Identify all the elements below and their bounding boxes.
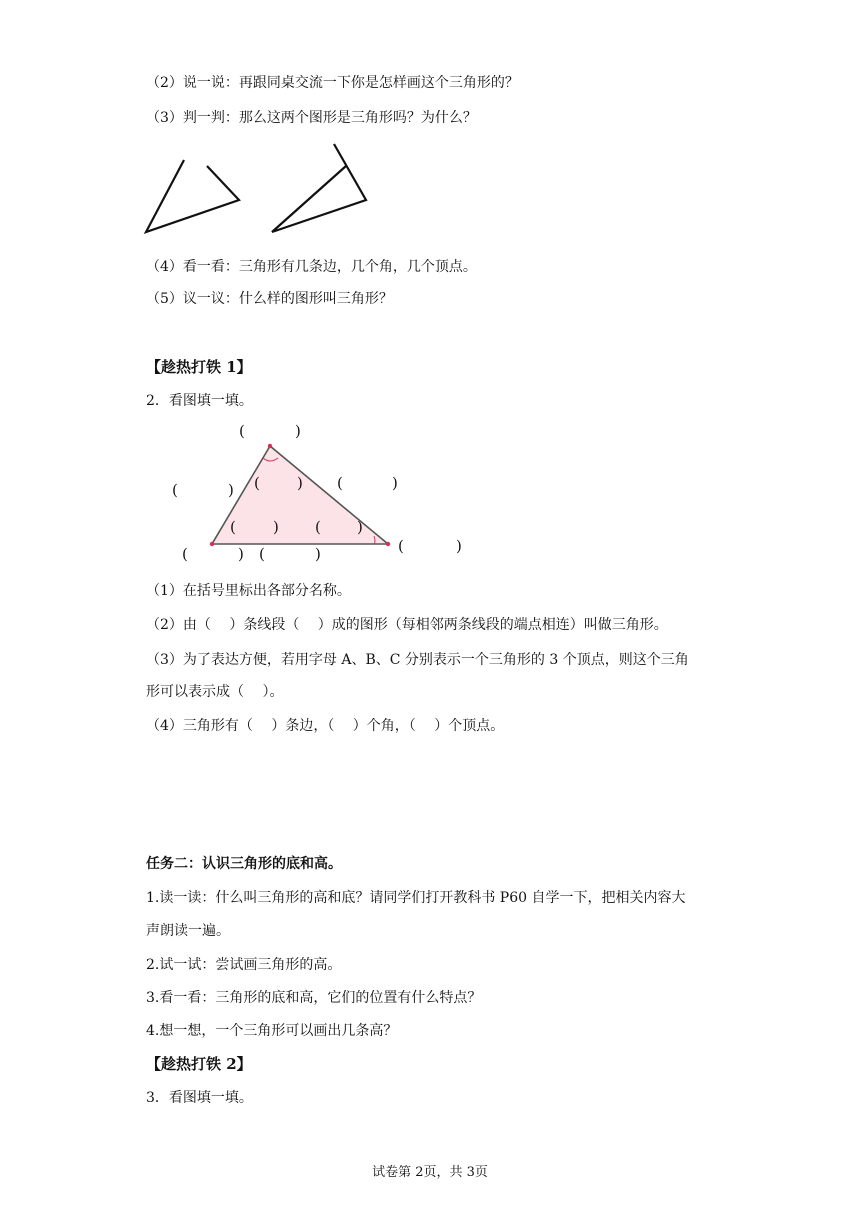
task-2-item-2: 2.试一试：尝试画三角形的高。 [146,957,342,973]
blank-paren-open: ( [337,474,343,492]
task-2-item-1-line-2: 声朗读一遍。 [146,923,230,939]
blank-paren-close: ) [228,481,234,499]
text-line-discuss: （2）说一说：再跟同桌交流一下你是怎样画这个三角形的？ [146,75,519,91]
blank-paren-open: ( [230,518,236,536]
page-footer: 试卷第 2页，共 3页 [372,1165,488,1180]
blank-paren-close: ) [456,537,462,555]
vertex-right [386,542,390,546]
blank-paren-close: ) [392,474,398,492]
vertex-left [210,542,214,546]
sub-question-1: （1）在括号里标出各部分名称。 [146,583,351,599]
blank-paren-open: ( [239,422,245,440]
vertex-top [268,444,272,448]
blank-paren-close: ) [295,422,301,440]
task-2-item-4: 4.想一想，一个三角形可以画出几条高？ [146,1023,398,1039]
task-2-item-1-line-1: 1.读一读：什么叫三角形的高和底？请同学们打开教科书 P60 自学一下，把相关内容大 [146,890,686,906]
sub-question-3-line-1: （3）为了表达方便，若用字母 A、B、C 分别表示一个三角形的 3 个顶点，则这个三角 [146,652,689,668]
text-line-judge: （3）判一判：那么这两个图形是三角形吗？为什么？ [146,110,477,126]
section-heading-practice-1: 【趁热打铁 1】 [146,358,252,376]
blank-paren-open: ( [182,545,188,563]
blank-paren-close: ) [273,518,279,536]
blank-paren-close: ) [315,545,321,563]
two-open-figures [140,140,380,240]
sub-question-2: （2）由（ ）条线段（ ）成的图形（每相邻两条线段的端点相连）叫做三角形。 [146,617,668,633]
sub-question-3-line-2: 形可以表示成（ ）。 [146,684,284,700]
open-figure-left [146,160,239,232]
blank-paren-close: ) [357,518,363,536]
blank-paren-close: ) [238,545,244,563]
blank-paren-open: ( [254,474,260,492]
sub-question-4: （4）三角形有（ ）条边，（ ）个角，（ ）个顶点。 [146,718,505,734]
blank-paren-close: ) [297,474,303,492]
task-2-item-3: 3.看一看：三角形的底和高，它们的位置有什么特点？ [146,990,482,1006]
blank-paren-open: ( [315,518,321,536]
text-line-debate: （5）议一议：什么样的图形叫三角形？ [146,291,393,307]
blank-paren-open: ( [398,537,404,555]
open-figure-right [272,144,366,232]
question-2: 2．看图填一填。 [146,393,253,409]
section-heading-practice-2: 【趁热打铁 2】 [146,1055,252,1073]
blank-paren-open: ( [172,481,178,499]
task-2-heading: 任务二：认识三角形的底和高。 [146,856,342,872]
text-line-look: （4）看一看：三角形有几条边，几个角，几个顶点。 [146,259,477,275]
blank-paren-open: ( [259,545,265,563]
question-3: 3．看图填一填。 [146,1090,253,1106]
